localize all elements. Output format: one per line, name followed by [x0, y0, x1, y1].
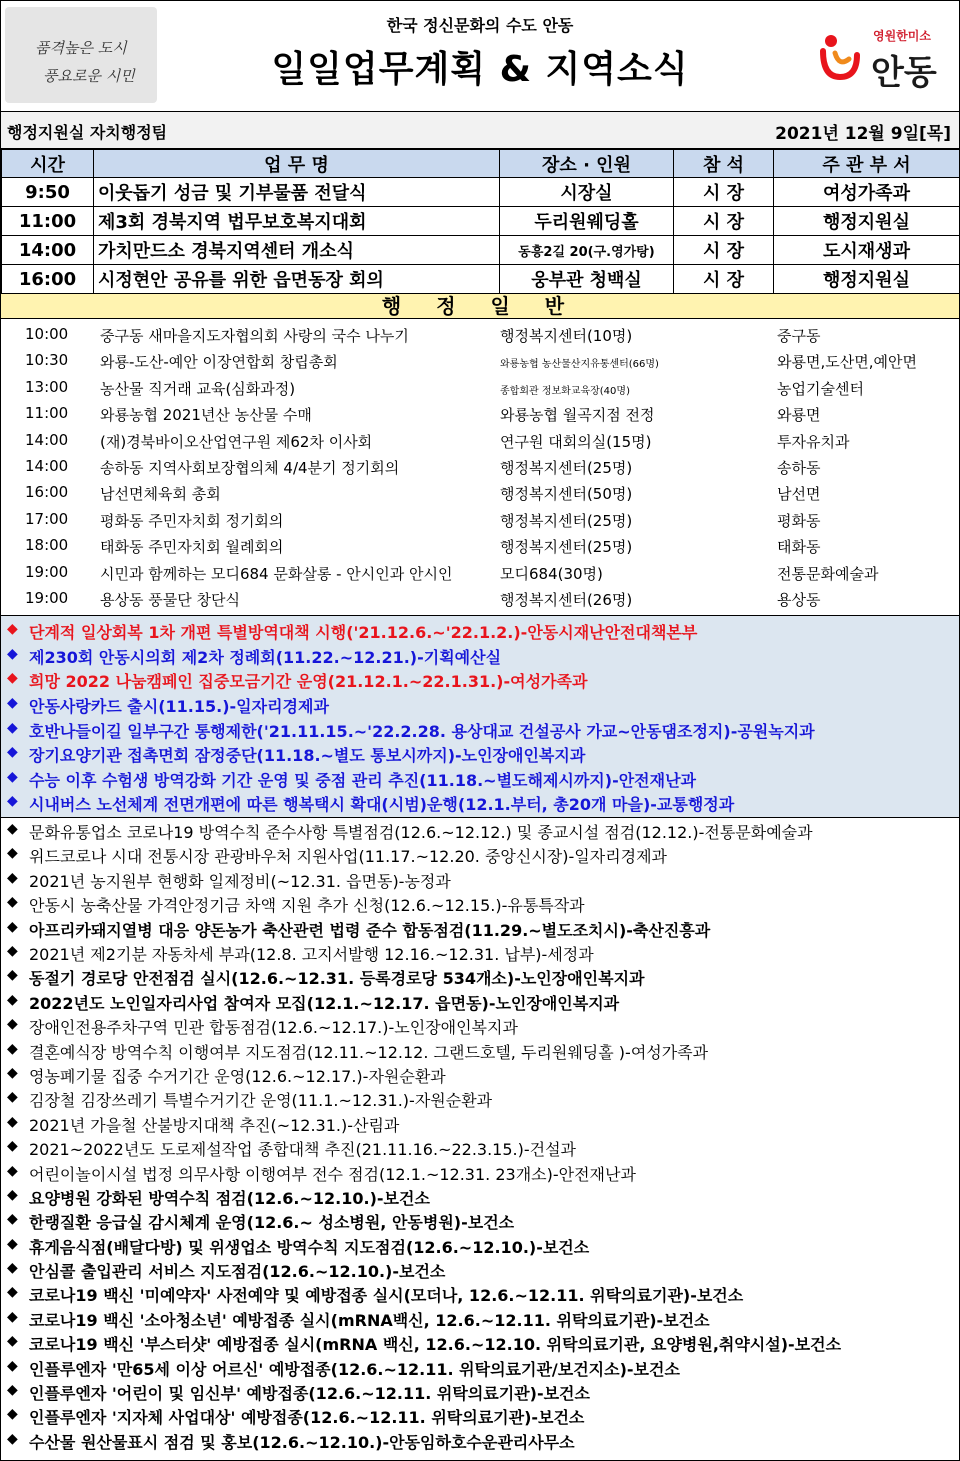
news-item — [1, 692, 959, 717]
news-text: 결혼예식장 방역수칙 이행여부 지도점검(12.11.~12.12. 그랜드호텔, 두리원웨딩홀 )-여성가족과 — [29, 1042, 709, 1062]
item-time: 14:00 — [25, 456, 69, 475]
news-text: 코로나19 백신 '부스터샷' 예방접종 실시(mRNA 백신, 12.6.~12.10. 위탁의료기관, 요양병원,취약시설)-보건소 — [29, 1335, 842, 1355]
item-task: 평화동 주민자치회 정기회의 — [100, 511, 284, 530]
news-item — [1, 1111, 959, 1135]
diamond-bullet-icon: ◆ — [7, 1260, 18, 1277]
news-text: 안동사랑카드 출시(11.15.)-일자리경제과 — [29, 697, 329, 717]
table-row — [2, 236, 960, 265]
item-place: 종합회관 정보화교육장(40명) — [500, 385, 630, 397]
cell-task: 제3회 경북지역 법무보호복지대회 — [94, 207, 500, 236]
news-item — [1, 818, 959, 842]
cell-place: 웅부관 청백실 — [500, 265, 674, 294]
item-time: 17:00 — [25, 509, 69, 528]
item-task: 와룡-도산-예안 이장연합회 창립총회 — [100, 353, 338, 372]
list-item — [1, 427, 959, 453]
smile-logo-icon — [819, 33, 861, 81]
item-time: 18:00 — [25, 536, 69, 555]
diamond-bullet-icon: ◆ — [7, 645, 18, 662]
item-dept: 남선면 — [777, 485, 821, 504]
diamond-bullet-icon: ◆ — [7, 695, 18, 712]
news-text: 시내버스 노선체계 전면개편에 따른 행복택시 확대(시범)운행(12.1.부터, 총20개 마을)-교통행정과 — [29, 795, 735, 815]
news-item — [1, 940, 959, 964]
item-dept: 태화동 — [777, 538, 821, 557]
cell-time: 11:00 — [2, 207, 94, 236]
news-item — [1, 1330, 959, 1354]
news-item — [1, 891, 959, 915]
list-item — [1, 374, 959, 400]
item-time: 16:00 — [25, 483, 69, 502]
diamond-bullet-icon: ◆ — [7, 1284, 18, 1301]
list-item — [1, 479, 959, 505]
item-time: 13:00 — [25, 377, 69, 396]
date-label: 2021년 12월 9일[목] — [775, 124, 951, 144]
item-task: 중구동 새마을지도자협의회 사랑의 국수 나누기 — [100, 327, 409, 345]
cell-place: 시장실 — [500, 178, 674, 207]
diamond-bullet-icon: ◆ — [7, 918, 18, 935]
table-row — [2, 265, 960, 294]
news-text: 장기요양기관 접촉면회 잠정중단(11.18.~별도 통보시까지)-노인장애인복지과 — [29, 746, 586, 766]
news-text: 2021년 농지원부 현행화 일제정비(~12.31. 읍면동)-농정과 — [29, 871, 451, 891]
document-header — [1, 1, 959, 112]
item-task: 시민과 함께하는 모디684 문화살롱 - 안시인과 안시인 — [100, 564, 453, 583]
diamond-bullet-icon: ◆ — [7, 1162, 18, 1179]
news-item — [1, 1013, 959, 1037]
list-item — [1, 321, 959, 347]
news-item — [1, 1403, 959, 1427]
news-item — [1, 766, 959, 791]
news-item — [1, 867, 959, 891]
news-item — [1, 1086, 959, 1110]
news-text: 2021년 제2기분 자동차세 부과(12.8. 고지서발행 12.16.~12.31. 납부)-세정과 — [29, 945, 594, 964]
item-dept: 평화동 — [777, 511, 821, 530]
news-item — [1, 717, 959, 742]
item-place: 행정복지센터(50명) — [500, 485, 633, 504]
cell-time: 16:00 — [2, 265, 94, 294]
diamond-bullet-icon: ◆ — [7, 894, 18, 911]
news-text: 인플루엔자 '어린이 및 임신부' 예방접종(12.6.~12.11. 위탁의료기관)-보건소 — [29, 1384, 590, 1404]
table-header-row — [2, 150, 960, 178]
item-task: 송하동 지역사회보장협의체 4/4분기 정기회의 — [100, 458, 400, 477]
news-item — [1, 1257, 959, 1281]
news-text: 단계적 일상회복 1차 개편 특별방역대책 시행('21.12.6.~'22.1.2.)-안동시재난안전대책본부 — [29, 623, 698, 643]
cell-place: 동흥2길 20(구.영가탕) — [500, 236, 674, 265]
cell-dept: 행정지원실 — [774, 265, 960, 294]
diamond-bullet-icon: ◆ — [7, 1138, 18, 1155]
news-item — [1, 1208, 959, 1232]
list-item — [1, 532, 959, 558]
cell-place: 두리원웨딩홀 — [500, 207, 674, 236]
cell-attendee: 시 장 — [674, 178, 774, 207]
cell-dept: 행정지원실 — [774, 207, 960, 236]
item-time: 19:00 — [25, 588, 69, 607]
news-item — [1, 741, 959, 766]
diamond-bullet-icon: ◆ — [7, 744, 18, 761]
diamond-bullet-icon: ◆ — [7, 1430, 18, 1447]
diamond-bullet-icon: ◆ — [7, 1235, 18, 1252]
info-bar — [1, 112, 959, 149]
news-item — [1, 964, 959, 988]
item-time: 14:00 — [25, 430, 69, 449]
item-place: 연구원 대회의실(15명) — [500, 432, 652, 451]
list-item — [1, 400, 959, 426]
diamond-bullet-icon: ◆ — [7, 1308, 18, 1325]
cell-time: 9:50 — [2, 178, 94, 207]
news-item — [1, 790, 959, 815]
news-item — [1, 1160, 959, 1184]
diamond-bullet-icon: ◆ — [7, 1333, 18, 1350]
news-item — [1, 1233, 959, 1257]
news-text: 수산물 원산물표시 점검 및 홍보(12.6.~12.10.)-안동임하호수운관리사무소 — [29, 1432, 575, 1452]
local-news-list — [1, 818, 959, 1452]
news-text: 김장철 김장쓰레기 특별수거기간 운영(11.1.~12.31.)-자원순환과 — [29, 1091, 493, 1111]
admin-section-title: 행 정 일 반 — [1, 294, 959, 319]
diamond-bullet-icon: ◆ — [7, 821, 18, 838]
news-item — [1, 1281, 959, 1305]
diamond-bullet-icon: ◆ — [7, 1064, 18, 1081]
item-place: 모디684(30명) — [500, 564, 603, 583]
item-time: 11:00 — [25, 404, 69, 423]
news-item — [1, 1135, 959, 1159]
andong-logo — [815, 23, 945, 93]
news-text: 2022년도 노인일자리사업 참여자 모집(12.1.~12.17. 읍면동)-노인장애인복지과 — [29, 993, 620, 1013]
news-text: 휴게음식점(배달다방) 및 위생업소 방역수칙 지도점검(12.6.~12.10.)-보건소 — [29, 1237, 590, 1257]
item-place: 행정복지센터(10명) — [500, 327, 633, 345]
cell-attendee: 시 장 — [674, 265, 774, 294]
news-text: 희망 2022 나눔캠페인 집중모금기간 운영(21.12.1.~22.1.31.)-여성가족과 — [29, 672, 588, 692]
news-text: 영농폐기물 집중 수거기간 운영(12.6.~12.17.)-자원순환과 — [29, 1066, 446, 1086]
item-task: 태화동 주민자치회 월례회의 — [100, 538, 284, 557]
news-text: 요양병원 강화된 방역수칙 점검(12.6.~12.10.)-보건소 — [29, 1188, 430, 1208]
news-text: 수능 이후 수험생 방역강화 기간 운영 및 중점 관리 추진(11.18.~별도해제시까지)-안전재난과 — [29, 770, 696, 790]
diamond-bullet-icon: ◆ — [7, 768, 18, 785]
news-text: 위드코로나 시대 전통시장 관광바우처 지원사업(11.17.~12.20. 중앙신시장)-일자리경제과 — [29, 847, 668, 867]
item-task: 농산물 직거래 교육(심화과정) — [100, 379, 296, 398]
list-item — [1, 453, 959, 479]
item-time: 10:00 — [25, 325, 69, 343]
list-item — [1, 559, 959, 585]
diamond-bullet-icon: ◆ — [7, 1040, 18, 1057]
diamond-bullet-icon: ◆ — [7, 991, 18, 1008]
department-label: 행정지원실 자치행정팀 — [7, 123, 168, 142]
news-item — [1, 1306, 959, 1330]
item-place: 와룡농협 월곡지점 전정 — [500, 406, 655, 425]
cell-attendee: 시 장 — [674, 207, 774, 236]
item-place: 행정복지센터(25명) — [500, 458, 633, 477]
diamond-bullet-icon: ◆ — [7, 1211, 18, 1228]
news-item — [1, 842, 959, 866]
slogan-line-2: 풍요로운 시민 — [43, 67, 135, 85]
cell-dept: 여성가족과 — [774, 178, 960, 207]
item-dept: 전통문화예술과 — [777, 564, 879, 583]
news-text: 한랭질환 응급실 감시체계 운영(12.6.~ 성소병원, 안동병원)-보건소 — [29, 1213, 515, 1233]
diamond-bullet-icon: ◆ — [7, 1016, 18, 1033]
item-task: 남선면체육회 총회 — [100, 485, 221, 504]
slogan-line-1: 품격높은 도시 — [35, 39, 127, 57]
item-task: 용상동 풍물단 창단식 — [100, 590, 240, 609]
diamond-bullet-icon: ◆ — [7, 670, 18, 687]
news-item — [1, 618, 959, 643]
item-time: 19:00 — [25, 562, 69, 581]
cell-attendee: 시 장 — [674, 236, 774, 265]
subtitle: 한국 정신문화의 수도 안동 — [386, 16, 574, 35]
item-dept: 중구동 — [777, 327, 821, 345]
item-dept: 용상동 — [777, 590, 821, 609]
news-item — [1, 1038, 959, 1062]
logo-name: 안동 — [871, 53, 937, 93]
news-text: 호반나들이길 일부구간 통행제한('21.11.15.~'22.2.28. 용상대교 건설공사 가교~안동댐조정지)-공원녹지과 — [29, 721, 815, 741]
diamond-bullet-icon: ◆ — [7, 1406, 18, 1423]
diamond-bullet-icon: ◆ — [7, 719, 18, 736]
diamond-bullet-icon: ◆ — [7, 1113, 18, 1130]
table-row — [2, 207, 960, 236]
news-text: 인플루엔자 '만65세 이상 어르신' 예방접종(12.6.~12.11. 위탁의료기관/보건지소)-보건소 — [29, 1359, 680, 1379]
column-header-attendee: 참 석 — [674, 150, 774, 178]
item-task: (재)경북바이오산업연구원 제62차 이사회 — [100, 432, 373, 451]
list-item — [1, 347, 959, 373]
news-text: 문화유통업소 코로나19 방역수칙 준수사항 특별점검(12.6.~12.12.) 및 종교시설 점검(12.12.)-전통문화예술과 — [29, 823, 813, 843]
page-title: 일일업무계획 & 지역소식 — [271, 49, 689, 90]
table-row — [2, 178, 960, 207]
item-dept: 투자유치과 — [777, 432, 850, 451]
news-item — [1, 1379, 959, 1403]
item-dept: 농업기술센터 — [777, 379, 864, 398]
cell-task: 이웃돕기 성금 및 기부물품 전달식 — [94, 178, 500, 207]
cell-dept: 도시재생과 — [774, 236, 960, 265]
diamond-bullet-icon: ◆ — [7, 943, 18, 959]
logo-tagline: 영원한미소 — [873, 29, 931, 43]
news-item — [1, 1428, 959, 1452]
news-text: 안동시 농축산물 가격안정기금 차액 지원 추가 신청(12.6.~12.15.)-유통특작과 — [29, 896, 585, 916]
diamond-bullet-icon: ◆ — [7, 793, 18, 810]
news-item — [1, 1184, 959, 1208]
diamond-bullet-icon: ◆ — [7, 1357, 18, 1374]
cell-task: 가치만드소 경북지역센터 개소식 — [94, 236, 500, 265]
item-place: 행정복지센터(26명) — [500, 590, 633, 609]
item-place: 행정복지센터(25명) — [500, 538, 633, 557]
news-text: 어린이놀이시설 법정 의무사항 이행여부 전수 점검(12.1.~12.31. 23개소)-안전재난과 — [29, 1164, 636, 1184]
mayor-schedule-table — [1, 149, 960, 294]
diamond-bullet-icon: ◆ — [7, 621, 18, 638]
news-text: 코로나19 백신 '미예약자' 사전예약 및 예방접종 실시(모더나, 12.6.~12.11. 위탁의료기관)-보건소 — [29, 1286, 744, 1306]
cell-time: 14:00 — [2, 236, 94, 265]
news-item — [1, 667, 959, 692]
highlight-news-list — [1, 616, 959, 818]
news-text: 장애인전용주차구역 민관 합동점검(12.6.~12.17.)-노인장애인복지과 — [29, 1018, 518, 1038]
news-text: 2021년 가을철 산불방지대책 추진(~12.31.)-산림과 — [29, 1115, 400, 1135]
diamond-bullet-icon: ◆ — [7, 967, 18, 984]
item-dept: 송하동 — [777, 458, 821, 477]
news-text: 인플루엔자 '지자체 사업대상' 예방접종(12.6.~12.11. 위탁의료기관)-보건소 — [29, 1408, 585, 1428]
column-header-time: 시간 — [2, 150, 94, 178]
news-item — [1, 1062, 959, 1086]
news-text: 코로나19 백신 '소아청소년' 예방접종 실시(mRNA백신, 12.6.~12.11. 위탁의료기관)-보건소 — [29, 1310, 710, 1330]
news-text: 안심콜 출입관리 서비스 지도점검(12.6.~12.10.)-보건소 — [29, 1262, 446, 1282]
news-text: 아프리카돼지열병 대응 양돈농가 축산관련 법령 준수 합동점검(11.29.~별도조치시)-축산진흥과 — [29, 920, 711, 940]
diamond-bullet-icon: ◆ — [7, 869, 18, 886]
news-item — [1, 989, 959, 1013]
column-header-task: 업 무 명 — [94, 150, 500, 178]
item-place: 행정복지센터(25명) — [500, 511, 633, 530]
admin-schedule-list — [1, 319, 959, 616]
diamond-bullet-icon: ◆ — [7, 1382, 18, 1399]
list-item — [1, 585, 959, 611]
item-dept: 와룡면 — [777, 406, 821, 425]
news-item — [1, 916, 959, 940]
item-dept: 와룡면,도산면,예안면 — [777, 353, 917, 372]
diamond-bullet-icon: ◆ — [7, 1186, 18, 1203]
item-time: 10:30 — [25, 351, 69, 370]
diamond-bullet-icon: ◆ — [7, 845, 18, 862]
news-item — [1, 643, 959, 668]
list-item — [1, 506, 959, 532]
news-text: 2021~2022년도 도로제설작업 종합대책 추진(21.11.16.~22.3.15.)-건설과 — [29, 1140, 577, 1160]
item-task: 와룡농협 2021년산 농산물 수매 — [100, 406, 312, 425]
column-header-dept: 주 관 부 서 — [774, 150, 960, 178]
item-place: 와룡농협 농산물산지유통센터(66명) — [500, 359, 659, 371]
news-text: 제230회 안동시의회 제2차 정례회(11.22.~12.21.)-기획예산실 — [29, 647, 502, 667]
news-text: 동절기 경로당 안전점검 실시(12.6.~12.31. 등록경로당 534개소)-노인장애인복지과 — [29, 969, 645, 989]
diamond-bullet-icon: ◆ — [7, 1089, 18, 1106]
news-item — [1, 1355, 959, 1379]
cell-task: 시정현안 공유를 위한 읍면동장 회의 — [94, 265, 500, 294]
column-header-place: 장소 · 인원 — [500, 150, 674, 178]
